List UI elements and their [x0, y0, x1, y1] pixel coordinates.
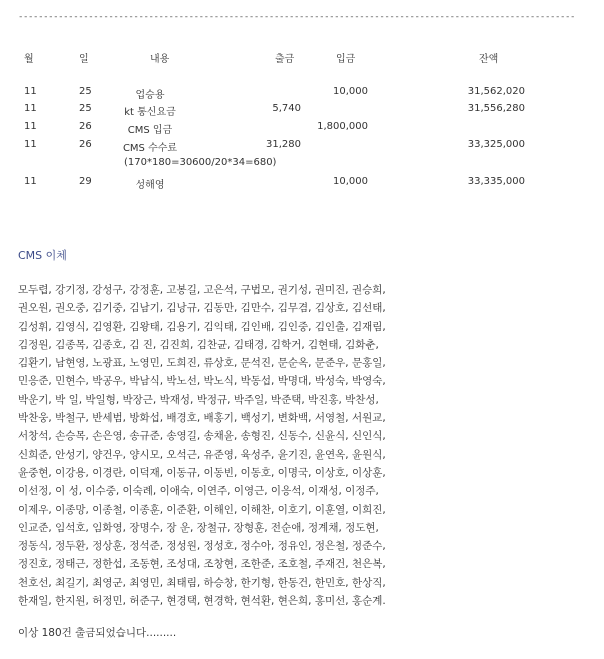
name-line: 모두렵, 강기정, 강성구, 강정훈, 고봉길, 고은석, 구법모, 권기성, 권미진, 권승희, — [18, 284, 386, 296]
row-out: 31,280 — [266, 139, 301, 150]
name-line: 민응준, 민현수, 박공우, 박남식, 박노선, 박노식, 박동섭, 박명대, 박성숙, 박영숙, — [18, 375, 386, 388]
row-month: 11 — [24, 139, 37, 150]
row-balance: 33,325,000 — [467, 139, 525, 150]
fee-calculation-note: (170*180=30600/20*34=680) — [124, 157, 277, 168]
name-line: 인교준, 임석호, 임화영, 장명수, 장 운, 장철규, 장형훈, 전순애, 정계채, 정도현, — [18, 521, 379, 534]
row-day: 26 — [79, 139, 92, 150]
footer-summary: 이상 180건 출금되었습니다......... — [18, 627, 177, 639]
name-line: 서창석, 손승목, 손은영, 송규준, 송영길, 송채윤, 송형진, 신동수, 신윤식, 신인식, — [18, 430, 386, 443]
name-line: 김정원, 김종목, 김종호, 김 진, 김진희, 김찬균, 김태경, 김학거, 김현태, 김화춘, — [18, 338, 379, 351]
row-in: 1,800,000 — [317, 121, 368, 132]
header-in: 입금 — [336, 54, 356, 65]
name-line: 이선정, 이 성, 이수중, 이숙례, 이애숙, 이연주, 이영근, 이응석, 이재성, 이정주, — [18, 485, 379, 498]
name-line: 윤중현, 이강용, 이경란, 이덕재, 이동규, 이동빈, 이동호, 이명국, 이상호, 이상훈, — [18, 466, 386, 479]
header-desc: 내용 — [150, 54, 170, 65]
row-in: 10,000 — [333, 176, 368, 187]
row-month: 11 — [24, 176, 37, 187]
name-line: 한재일, 한지원, 허정민, 허준구, 현경택, 현경학, 현석환, 현은희, 홍미선, 홍순계. — [18, 595, 386, 608]
name-line: 이제우, 이종망, 이종철, 이종훈, 이준환, 이해인, 이해찬, 이호기, 이훈열, 이희진, — [18, 503, 386, 516]
row-day: 25 — [79, 103, 92, 114]
name-line: 김성휘, 김영식, 김영환, 김왕태, 김용기, 김익태, 김인배, 김인중, 김인출, 김재림, — [18, 320, 386, 333]
row-month: 11 — [24, 86, 37, 97]
name-line: 박찬웅, 박철구, 반세범, 방화섭, 배경호, 배홍기, 백성기, 변화백, 서영철, 서원교, — [18, 412, 386, 425]
section-title: CMS 이체 — [18, 249, 67, 262]
name-line: 천호선, 최길기, 최영군, 최영민, 최태림, 하승창, 한기형, 한동건, 한민호, 한상직, — [18, 576, 386, 589]
row-balance: 31,556,280 — [467, 103, 525, 114]
name-list — [18, 281, 593, 610]
header-out: 출금 — [275, 54, 295, 65]
row-balance: 33,335,000 — [467, 176, 525, 187]
row-day: 26 — [79, 121, 92, 132]
name-line: 박운기, 박 일, 박일형, 박장근, 박재성, 박정규, 박주일, 박준택, 박진홍, 박찬성, — [18, 393, 379, 406]
row-month: 11 — [24, 121, 37, 132]
name-line: 김환기, 남현영, 노광표, 노영민, 도희진, 류상호, 문석진, 문순옥, 문준우, 문홍일, — [18, 357, 386, 370]
row-balance: 31,562,020 — [467, 86, 525, 97]
name-line: 신희준, 안성기, 양건우, 양시모, 오석근, 유준영, 육성주, 윤기진, 윤연옥, 윤원식, — [18, 448, 386, 461]
row-out: 5,740 — [272, 103, 301, 114]
divider-line: --------------------------------------------------------------------------------------------------------------- — [18, 12, 576, 22]
header-balance: 잔액 — [479, 54, 499, 65]
name-line: 권오원, 권오중, 김기중, 김남기, 김낭규, 김동만, 김만수, 김무겸, 김상호, 김선태, — [18, 302, 386, 315]
row-day: 29 — [79, 176, 92, 187]
header-month: 월 — [24, 54, 34, 65]
row-month: 11 — [24, 103, 37, 114]
row-in: 10,000 — [333, 86, 368, 97]
name-line: 정진호, 정태근, 정한섭, 조동현, 조성대, 조창현, 조한준, 조호철, 주재건, 천은복, — [18, 558, 386, 571]
name-line: 정동식, 정두환, 정상훈, 정석준, 정성원, 정성호, 정수아, 정유인, 정은철, 정준수, — [18, 540, 386, 553]
row-day: 25 — [79, 86, 92, 97]
header-day: 일 — [79, 54, 89, 65]
